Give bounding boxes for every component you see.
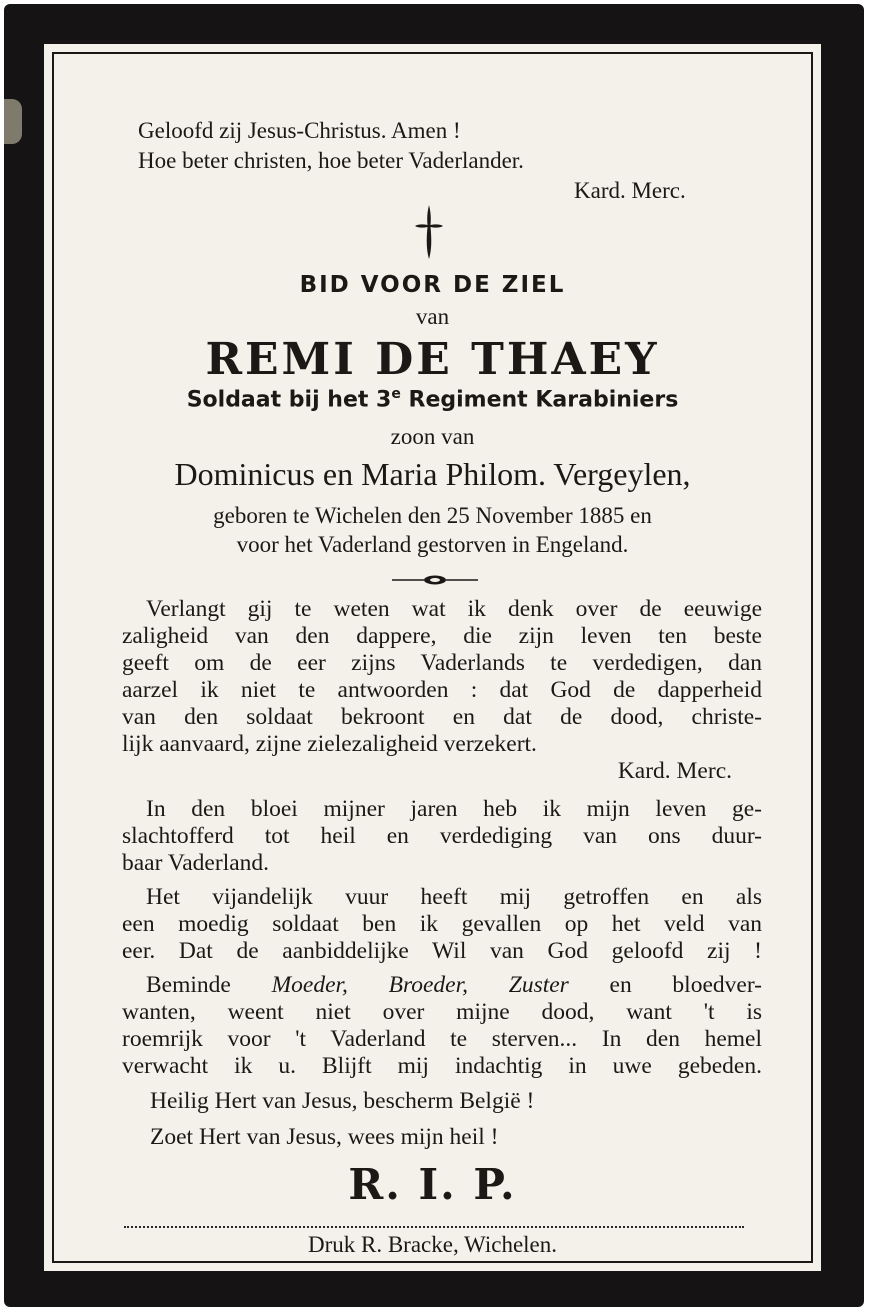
family-start: Beminde [146,972,272,998]
family-members: Moeder, Broeder, Zuster [271,972,569,998]
military-rank [60,386,805,412]
paragraph-line: een moedig soldaat ben ik gevallen op het veld van [122,911,762,937]
paragraph-line: lijk aanvaard, zijne zielezaligheid verzekert. [122,731,537,757]
death-line: voor het Vaderland gestorven in Engeland. [236,532,629,557]
printer-credit: Druk R. Bracke, Wichelen. [307,1232,557,1257]
epigraph-line-2: Hoe beter christen, hoe beter Vaderlander. [138,148,524,173]
paragraph-line: baar Vaderland. [122,850,270,876]
paragraph-cardinal-quote [122,596,762,785]
van-label: van [415,304,450,329]
prayer-line-1: Heilig Hert van Jesus, bescherm België ! [150,1088,535,1114]
paragraph-line: roemrijk voor 't Vaderland te sterven... In den hemel [122,1026,762,1052]
paragraph-line: wanten, weent niet over mijne dood, want 't is [122,999,762,1025]
paragraph-family [122,972,762,1080]
paragraph-line: zaligheid van den dappere, die zijn leven ten beste [122,623,762,649]
paragraph-line: slachtofferd tot heil en verdediging van ons duur- [122,823,762,849]
paragraph-line: Verlangt gij te weten wat ik denk over de eeuwige [146,596,762,622]
paragraph-line: aarzel ik niet te antwoorden : dat God de dapperheid [122,677,762,703]
paragraph-fallen [122,884,762,965]
family-rest: en bloedver- [568,972,763,998]
paragraph-sacrifice [122,796,762,877]
rank-prefix: Soldaat bij het 3 [186,387,392,413]
dotted-divider [124,1226,744,1228]
paragraph-line: geeft om de eer zijns Vaderlands te verdedigen, dan [122,650,762,676]
paragraph-line: van den soldaat bekroont en dat de dood, christe- [122,704,762,730]
rank-regiment: Regiment Karabiniers [400,387,679,413]
birth-death-info [60,501,805,559]
cross-icon [414,203,444,261]
ornament-divider-icon [390,572,480,588]
parents-names: Dominicus en Maria Philom. Vergeylen, [174,456,691,492]
rank-ordinal-suffix: e [391,386,401,402]
paragraph-line: In den bloei mijner jaren heb ik mijn leven ge- [146,796,762,822]
paragraph-signature: Kard. Merc. [617,758,732,784]
paragraph-line: Het vijandelijk vuur heeft mij getroffen en als [146,884,762,910]
epigraph-signature: Kard. Merc. [574,178,686,203]
birth-line: geboren te Wichelen den 25 November 1885 en [213,503,652,528]
paragraph-line: verwacht ik u. Blijft mij indachtig in uwe gebeden. [122,1053,762,1079]
paragraph-line [122,972,762,999]
epigraph [138,116,686,206]
rip-heading: R. I. P. [348,1160,517,1209]
epigraph-line-1: Geloofd zij Jesus-Christus. Amen ! [138,118,461,143]
bid-voor-de-ziel-heading: BID VOOR DE ZIEL [299,272,566,298]
paragraph-line: eer. Dat de aanbiddelijke Wil van God geloofd zij ! [122,938,762,964]
zoon-van-label: zoon van [390,424,475,449]
deceased-name: REMI DE THAEY [205,334,660,385]
prayer-line-2: Zoet Hert van Jesus, wees mijn heil ! [150,1124,499,1150]
